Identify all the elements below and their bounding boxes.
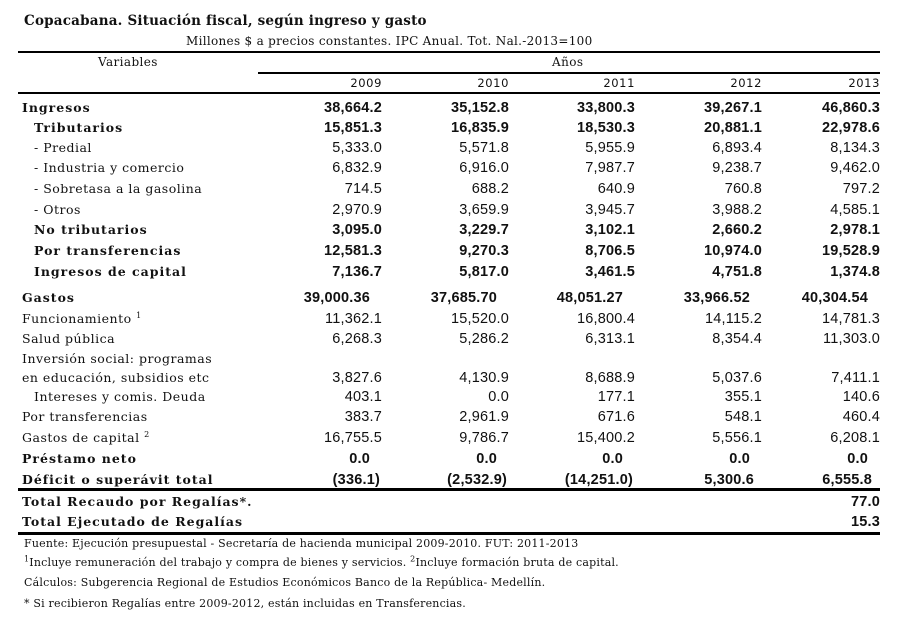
cell-2013: 797.2 xyxy=(842,181,880,197)
cell-2011: 177.1 xyxy=(597,389,635,405)
cell-2009: 714.5 xyxy=(344,181,382,197)
cell-2012: 3,988.2 xyxy=(712,202,762,218)
footnote-marker: 2 xyxy=(144,429,150,439)
cell-2009: 6,832.9 xyxy=(332,160,382,176)
cell-2011: 18,530.3 xyxy=(576,120,635,136)
row-label-text: Ingresos xyxy=(22,100,91,115)
cell-2013: 2,978.1 xyxy=(830,222,880,238)
cell-2010: 0.0 xyxy=(476,451,497,467)
cell-2011: 3,102.1 xyxy=(585,222,635,238)
cell-2010: 0.0 xyxy=(488,389,509,405)
table-subtitle: Millones $ a precios constantes. IPC Anual. Tot. Nal.-2013=100 xyxy=(186,34,593,48)
table-row xyxy=(0,409,916,429)
row-label-text: en educación, subsidios etc xyxy=(22,370,210,385)
cell-2010: (2,532.9) xyxy=(447,472,507,488)
cell-2011: 15,400.2 xyxy=(576,430,635,446)
row-label-text: Préstamo neto xyxy=(22,451,137,466)
footnote-1-2 xyxy=(24,556,619,569)
cell-2012: 14,115.2 xyxy=(705,311,762,327)
cell-2012: 760.8 xyxy=(724,181,762,197)
years-group-rule xyxy=(258,72,880,74)
cell-2013: 11,303.0 xyxy=(823,331,880,347)
asterisk-note: * Si recibieron Regalías entre 2009-2012, están incluidas en Transferencias. xyxy=(24,597,466,610)
cell-2009: 15,851.3 xyxy=(323,120,382,136)
table-row xyxy=(0,351,916,371)
table-row xyxy=(0,264,916,284)
cell-2011: 7,987.7 xyxy=(585,160,635,176)
row-label-text: Salud pública xyxy=(22,331,116,346)
row-label xyxy=(22,331,115,346)
cell-2013: 140.6 xyxy=(842,389,880,405)
cell-2012: 4,751.8 xyxy=(712,264,762,280)
deficit-bottom-rule xyxy=(18,488,880,491)
row-label xyxy=(22,311,142,326)
top-rule xyxy=(18,51,880,53)
cell-2009: 383.7 xyxy=(344,409,382,425)
cell-2012: 5,037.6 xyxy=(712,370,762,386)
year-header-2013: 2013 xyxy=(848,76,880,90)
cell-2011: 5,955.9 xyxy=(585,140,635,156)
row-label-text: Tributarios xyxy=(34,120,124,135)
row-label-text: Gastos de capital xyxy=(22,430,140,445)
footnote-2-marker: 2 xyxy=(410,554,416,564)
cell-2010: 3,659.9 xyxy=(459,202,509,218)
cell-2012: 6,893.4 xyxy=(712,140,762,156)
row-label xyxy=(22,451,137,466)
table-row xyxy=(0,389,916,409)
cell-2011: 8,688.9 xyxy=(585,370,635,386)
cell-2013: 40,304.54 xyxy=(801,290,868,306)
cell-2010: 5,286.2 xyxy=(459,331,509,347)
table-row xyxy=(0,451,916,471)
header-bottom-rule xyxy=(18,92,880,94)
year-header-2010: 2010 xyxy=(477,76,509,90)
cell-2011: 3,945.7 xyxy=(585,202,635,218)
cell-2009: 7,136.7 xyxy=(332,264,382,280)
table-row xyxy=(0,311,916,331)
row-label-text: Ingresos de capital xyxy=(34,264,187,279)
table-row xyxy=(0,140,916,160)
row-label-text: Por transferencias xyxy=(22,409,148,424)
regalias-label: Total Recaudo por Regalías*. xyxy=(22,494,253,509)
source-note: Fuente: Ejecución presupuestal - Secretaría de hacienda municipal 2009-2010. FUT: 2011-2013 xyxy=(24,537,579,550)
table-row xyxy=(0,243,916,263)
cell-2009: 2,970.9 xyxy=(332,202,382,218)
cell-2009: 38,664.2 xyxy=(323,100,382,116)
footnote-marker: 1 xyxy=(136,310,142,320)
row-label-text: Déficit o superávit total xyxy=(22,472,214,487)
cell-2011: (14,251.0) xyxy=(564,472,633,488)
cell-2011: 16,800.4 xyxy=(576,311,635,327)
cell-2009: 11,362.1 xyxy=(325,311,382,327)
table-bottom-rule xyxy=(18,532,880,535)
row-label xyxy=(22,430,150,445)
table-row xyxy=(0,222,916,242)
cell-2009: (336.1) xyxy=(332,472,380,488)
cell-2010: 37,685.70 xyxy=(430,290,497,306)
table-row xyxy=(0,331,916,351)
cell-2010: 3,229.7 xyxy=(459,222,509,238)
table-row xyxy=(0,202,916,222)
cell-2010: 4,130.9 xyxy=(459,370,509,386)
cell-2012: 0.0 xyxy=(729,451,750,467)
row-label xyxy=(34,181,202,196)
cell-2009: 12,581.3 xyxy=(323,243,382,259)
year-header-2012: 2012 xyxy=(730,76,762,90)
cell-2013: 46,860.3 xyxy=(821,100,880,116)
cell-2012: 5,556.1 xyxy=(712,430,762,446)
cell-2010: 9,270.3 xyxy=(459,243,509,259)
year-header-2011: 2011 xyxy=(603,76,635,90)
row-label xyxy=(22,370,210,385)
table-row xyxy=(0,100,916,120)
cell-2010: 5,817.0 xyxy=(459,264,509,280)
row-label-text: Funcionamiento xyxy=(22,311,132,326)
cell-2012: 10,974.0 xyxy=(703,243,762,259)
row-label-text: Inversión social: programas xyxy=(22,351,213,366)
row-label xyxy=(34,243,181,258)
row-label xyxy=(34,389,206,404)
cell-2012: 33,966.52 xyxy=(683,290,750,306)
cell-2013: 19,528.9 xyxy=(821,243,880,259)
year-header-2009: 2009 xyxy=(350,76,382,90)
cell-2009: 5,333.0 xyxy=(332,140,382,156)
cell-2013: 14,781.3 xyxy=(821,311,880,327)
cell-2010: 16,835.9 xyxy=(450,120,509,136)
cell-2012: 355.1 xyxy=(724,389,762,405)
years-group-header: Años xyxy=(552,55,584,69)
table-title: Copacabana. Situación fiscal, según ingreso y gasto xyxy=(24,13,427,29)
table-row xyxy=(0,430,916,450)
cell-2013: 4,585.1 xyxy=(830,202,880,218)
regalias-label: Total Ejecutado de Regalías xyxy=(22,514,244,529)
cell-2009: 403.1 xyxy=(344,389,382,405)
row-label xyxy=(22,409,148,424)
cell-2011: 671.6 xyxy=(597,409,635,425)
cell-2012: 5,300.6 xyxy=(704,472,754,488)
cell-2013: 7,411.1 xyxy=(831,370,880,386)
row-label xyxy=(34,140,92,155)
cell-2010: 2,961.9 xyxy=(459,409,509,425)
cell-2011: 3,461.5 xyxy=(585,264,635,280)
cell-2009: 16,755.5 xyxy=(323,430,382,446)
cell-2009: 0.0 xyxy=(349,451,370,467)
variables-header: Variables xyxy=(98,55,158,69)
footnote-1-marker: 1 xyxy=(24,554,30,564)
cell-2011: 48,051.27 xyxy=(556,290,623,306)
cell-2013: 460.4 xyxy=(842,409,880,425)
cell-2012: 9,238.7 xyxy=(712,160,762,176)
cell-2012: 2,660.2 xyxy=(712,222,762,238)
cell-2011: 8,706.5 xyxy=(585,243,635,259)
row-label xyxy=(22,100,91,115)
cell-2013: 8,134.3 xyxy=(830,140,880,156)
row-label-text: Intereses y comis. Deuda xyxy=(34,389,206,404)
cell-2010: 9,786.7 xyxy=(459,430,509,446)
row-label-text: - Industria y comercio xyxy=(34,160,185,175)
regalias-row xyxy=(0,514,916,534)
cell-2009: 6,268.3 xyxy=(332,331,382,347)
row-label xyxy=(34,202,81,217)
row-label xyxy=(34,160,184,175)
cell-2012: 548.1 xyxy=(724,409,762,425)
footnote-2-text: Incluye formación bruta de capital. xyxy=(415,556,619,569)
cell-2012: 20,881.1 xyxy=(703,120,762,136)
row-label-text: Por transferencias xyxy=(34,243,182,258)
row-label xyxy=(34,222,148,237)
cell-2009: 3,827.6 xyxy=(332,370,382,386)
calculations-note: Cálculos: Subgerencia Regional de Estudios Económicos Banco de la República- Medellín. xyxy=(24,576,546,589)
cell-2013: 9,462.0 xyxy=(830,160,880,176)
row-label xyxy=(34,120,123,135)
row-label-text: - Otros xyxy=(34,202,81,217)
row-label-text: Gastos xyxy=(22,290,75,305)
cell-2010: 688.2 xyxy=(471,181,509,197)
row-label xyxy=(22,290,75,305)
cell-2010: 15,520.0 xyxy=(450,311,509,327)
cell-2013: 0.0 xyxy=(847,451,868,467)
cell-2013: 1,374.8 xyxy=(830,264,880,280)
cell-2011: 0.0 xyxy=(602,451,623,467)
cell-2013: 6,208.1 xyxy=(830,430,880,446)
cell-2010: 35,152.8 xyxy=(450,100,509,116)
table-row xyxy=(0,181,916,201)
row-label xyxy=(34,264,187,279)
cell-2009: 39,000.36 xyxy=(303,290,370,306)
cell-2009: 3,095.0 xyxy=(332,222,382,238)
table-row xyxy=(0,120,916,140)
row-label-text: - Sobretasa a la gasolina xyxy=(34,181,203,196)
regalias-value: 77.0 xyxy=(850,494,880,510)
cell-2010: 5,571.8 xyxy=(459,140,509,156)
row-label-text: No tributarios xyxy=(34,222,148,237)
regalias-value: 15.3 xyxy=(850,514,880,530)
row-label-text: - Predial xyxy=(34,140,92,155)
cell-2011: 6,313.1 xyxy=(585,331,635,347)
row-label xyxy=(22,472,213,487)
cell-2013: 22,978.6 xyxy=(821,120,880,136)
row-label xyxy=(22,351,212,366)
regalias-row xyxy=(0,494,916,514)
table-row xyxy=(0,290,916,310)
cell-2013: 6,555.8 xyxy=(822,472,872,488)
cell-2011: 640.9 xyxy=(597,181,635,197)
cell-2010: 6,916.0 xyxy=(459,160,509,176)
cell-2012: 8,354.4 xyxy=(712,331,762,347)
cell-2011: 33,800.3 xyxy=(576,100,635,116)
table-row xyxy=(0,160,916,180)
table-row xyxy=(0,370,916,390)
cell-2012: 39,267.1 xyxy=(703,100,762,116)
footnote-1-text: Incluye remuneración del trabajo y compra de bienes y servicios. xyxy=(29,556,411,569)
